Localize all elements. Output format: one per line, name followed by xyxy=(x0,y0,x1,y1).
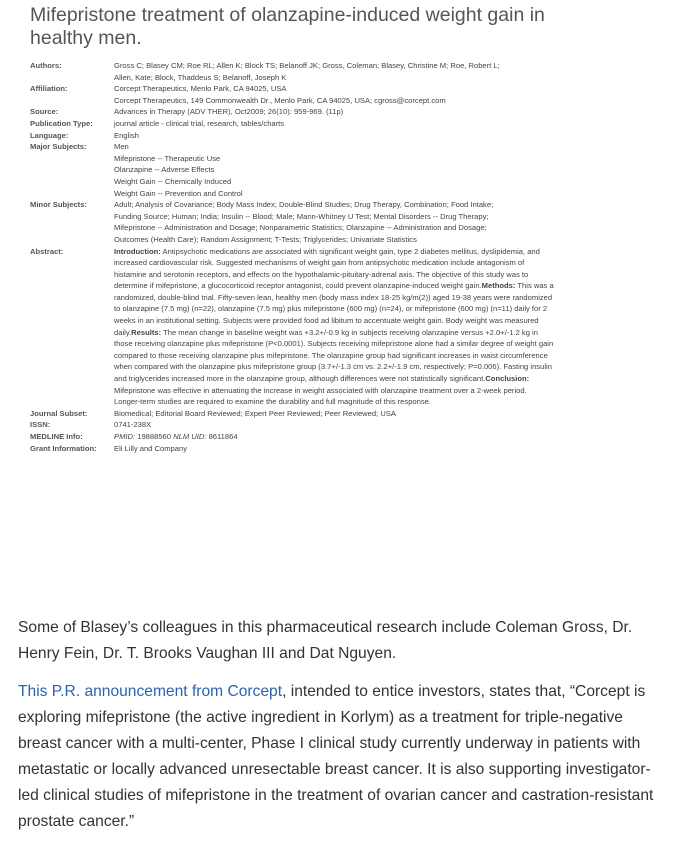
article-paragraph: Some of Blasey’s colleagues in this pharmaceutical research include Coleman Gross, Dr. Henry Fein, Dr. T. Brooks Vaughan III and Dat Nguyen. xyxy=(18,619,633,662)
pmid-label: PMID: xyxy=(114,432,136,441)
nlm-uid-value: 8611864 xyxy=(206,432,238,441)
record-fields-table xyxy=(30,60,554,454)
abstract-label: Abstract: xyxy=(30,246,64,256)
major-subject-item: Weight Gain -- Chemically Induced xyxy=(114,176,232,186)
medline-row xyxy=(30,431,554,443)
affiliation-line: Corcept Therapeutics, Menlo Park, CA 94025, USA xyxy=(114,84,287,94)
article-body xyxy=(18,615,663,847)
authors-value xyxy=(114,60,554,83)
journal-subset-row xyxy=(30,408,554,420)
article-paragraph-text: , intended to entice investors, states that, “Corcept is exploring mifepristone (the active ingredient in Korlym) as a treatment for triple-negative breast cancer with a multi-center, Phase I clinical study currently underway in patients with metastatic or locally advanced unresectable breast cancer. It is also supporting investigator-led clinical studies of mifepristone in the treatment of ovarian cancer and castration-resistant prostate cancer.” xyxy=(18,683,654,830)
source-value: Advances in Therapy (ADV THER), Oct2009; 26(10): 959-969. (11p) xyxy=(114,107,344,117)
affiliation-line: Corcept Therapeutics, 149 Commonwealth Dr., Menlo Park, CA 94025, USA; cgross@corcept.com xyxy=(114,95,446,105)
corcept-pr-link[interactable]: This P.R. announcement from Corcept xyxy=(18,683,283,700)
grant-row xyxy=(30,443,554,455)
record-title: Mifepristone treatment of olanzapine-induced weight gain in healthy men. xyxy=(30,4,545,49)
abstract-row xyxy=(30,246,554,408)
major-subjects-label: Major Subjects: xyxy=(30,142,87,152)
journal-subset-label: Journal Subset: xyxy=(30,408,88,418)
abstract-conclusion-heading: Conclusion: xyxy=(485,374,530,384)
publication-type-label: Publication Type: xyxy=(30,118,93,128)
medline-label: MEDLINE Info: xyxy=(30,432,83,441)
issn-label: ISSN: xyxy=(30,420,51,430)
minor-subjects-label: Minor Subjects: xyxy=(30,200,87,210)
minor-subjects-line: Funding Source; Human; India; Insulin -- Blood; Male; Mann-Whitney U Test; Mental Disorders -- Drug Therapy; xyxy=(114,211,489,221)
minor-subjects-line: Mifepristone -- Administration and Dosage; Nonparametric Statistics; Olanzapine -- Administration and Dosage; xyxy=(114,223,487,233)
abstract-introduction-heading: Introduction: xyxy=(114,246,161,256)
nlm-uid-label: NLM UID: xyxy=(173,432,207,441)
grant-value: Eli Lilly and Company xyxy=(114,443,188,453)
medline-value xyxy=(114,431,554,443)
abstract-conclusion-text: Mifepristone was effective in attenuating the increase in weight associated with olanzapine treatment over a 2-week period. Longer-term studies are required to examine the durability and full magnitude of this response. xyxy=(114,385,527,407)
source-label: Source: xyxy=(30,107,59,117)
major-subject-item: Olanzapine -- Adverse Effects xyxy=(114,165,215,175)
language-row xyxy=(30,130,554,142)
major-subject-item: Mifepristone -- Therapeutic Use xyxy=(114,153,221,163)
affiliation-row xyxy=(30,83,554,106)
minor-subjects-line: Outcomes (Health Care); Random Assignment; T-Tests; Triglycerides; Univariate Statistics xyxy=(114,234,417,244)
issn-value: 0741-238X xyxy=(114,420,152,430)
abstract-methods-text: This was a randomized, double-blind trial. Fifty-seven lean, healthy men (body mass index 18-25 kg/m(2)) aged 19-38 years were randomized to olanzapine (7.5 mg) (n=22), olanzapine (7.5 mg) plus mifepristone (600 mg) (n=24), or mifepristone (600 mg) (n=11) daily for 2 weeks in an institutional setting. Subjects were provided food ad libitum to accentuate weight gain. Body weight was measured daily. xyxy=(114,281,554,337)
issn-row xyxy=(30,419,554,431)
affiliation-label: Affiliation: xyxy=(30,84,68,94)
major-subjects-row xyxy=(30,141,554,199)
major-subject-item: Men xyxy=(114,142,129,152)
authors-row xyxy=(30,60,554,83)
pmid-value: 19888560 xyxy=(135,432,174,441)
journal-subset-value: Biomedical; Editorial Board Reviewed; Expert Peer Reviewed; Peer Reviewed; USA xyxy=(114,408,396,418)
minor-subjects-row xyxy=(30,199,554,245)
source-row xyxy=(30,106,554,118)
abstract-methods-heading: Methods: xyxy=(481,281,516,291)
authors-line: Allen, Kate; Block, Thaddeus S; Belanoff, Joseph K xyxy=(114,72,287,82)
authors-label: Authors: xyxy=(30,61,62,70)
publication-type-row xyxy=(30,118,554,130)
minor-subjects-line: Adult; Analysis of Covariance; Body Mass Index; Double-Blind Studies; Drug Therapy, Combination; Food Intake; xyxy=(114,200,494,210)
abstract-introduction-text: Antipsychotic medications are associated with significant weight gain, type 2 diabetes mellitus, dyslipidemia, and increased cardiovascular risk. Suggested mechanisms of weight gain from antipsychotic medication include antagonism of histamine and serotonin receptors, and effects on the hypothalamic-pituitary-adrenal axis. The objective of this study was to determine if mifepristone, a glucocorticoid receptor antagonist, could prevent olanzapine-induced weight gain. xyxy=(114,246,540,291)
affiliation-value xyxy=(114,83,554,106)
minor-subjects-value xyxy=(114,199,554,245)
major-subjects-value xyxy=(114,141,554,199)
article-paragraph xyxy=(18,679,663,835)
abstract-value xyxy=(114,246,554,408)
grant-label: Grant Information: xyxy=(30,443,97,453)
language-value: English xyxy=(114,130,139,140)
authors-line: Gross C; Blasey CM; Roe RL; Allen K; Block TS; Belanoff JK; Gross, Coleman; Blasey, Christine M; Roe, Robert L; xyxy=(114,61,500,70)
major-subject-item: Weight Gain -- Prevention and Control xyxy=(114,188,243,198)
language-label: Language: xyxy=(30,130,69,140)
publication-type-value: journal article - clinical trial, research, tables/charts xyxy=(114,118,285,128)
abstract-results-heading: Results: xyxy=(131,327,162,337)
abstract-results-text: The mean change in baseline weight was +3.2+/-0.9 kg in subjects receiving olanzapine versus +2.0+/-1.2 kg in those receiving olanzapine plus mifepristone (P<0.0001). Subjects receiving mifepristone alone had a similar degree of weight gain compared to those receiving olanzapine plus mifepristone. The olanzapine group had significant increases in waist circumference when compared with the olanzapine plus mifepristone group (3.7+/-1.3 cm vs. 2.2+/-1.9 cm, respectively; P=0.006). Fasting insulin and triglycerides increased more in the olanzapine group, although differences were not statistically significant. xyxy=(114,327,554,384)
